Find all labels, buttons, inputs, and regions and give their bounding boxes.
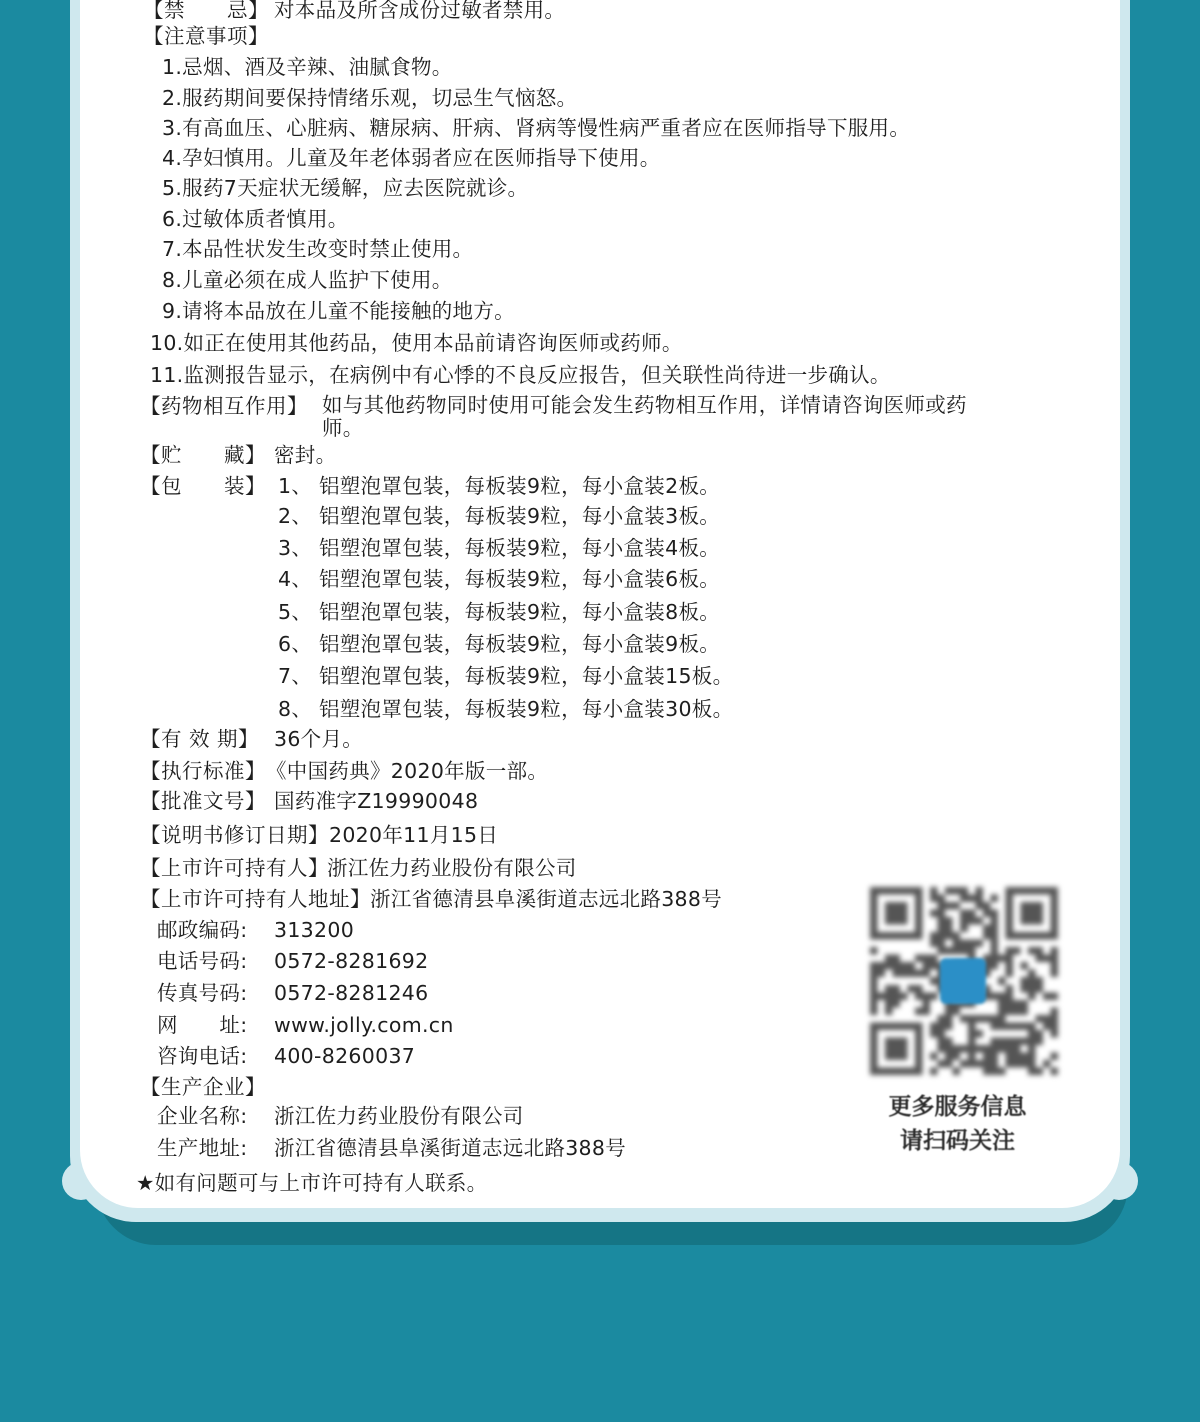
- contact-note: ★如有问题可与上市许可持有人联系。: [136, 1171, 488, 1195]
- contact-value: 0572-8281692: [274, 949, 429, 973]
- approval-text: 国药准字Z19990048: [274, 789, 479, 813]
- packaging-item: 7、 铝塑泡罩包装，每板装9粒，每小盒装15板。: [278, 664, 734, 688]
- packaging-item: 5、 铝塑泡罩包装，每板装9粒，每小盒装8板。: [278, 600, 721, 624]
- precaution-item: 10.如正在使用其他药品，使用本品前请咨询医师或药师。: [150, 331, 683, 355]
- contact-label: 邮政编码:: [157, 918, 248, 942]
- precautions-label: 【注意事项】: [143, 24, 269, 48]
- precaution-item: 6.过敏体质者慎用。: [162, 207, 349, 231]
- qr-caption-line2: 请扫码关注: [900, 1128, 1015, 1154]
- contact-value: 313200: [274, 918, 355, 942]
- standard-label: 【执行标准】: [140, 759, 266, 783]
- precaution-item: 2.服药期间要保持情绪乐观，切忌生气恼怒。: [162, 86, 578, 110]
- precaution-item: 8.儿童必须在成人监护下使用。: [162, 268, 453, 292]
- packaging-item: 6、 铝塑泡罩包装，每板装9粒，每小盒装9板。: [278, 632, 721, 656]
- contact-label: 网 址:: [157, 1013, 248, 1037]
- packaging-item: 3、 铝塑泡罩包装，每板装9粒，每小盒装4板。: [278, 536, 721, 560]
- interactions-text: 如与其他药物同时使用可能会发生药物相互作用，详情请咨询医师或药师。: [322, 393, 967, 440]
- interactions-label: 【药物相互作用】: [140, 394, 308, 418]
- holder-address-text: 浙江省德清县阜溪街道志远北路388号: [370, 887, 723, 911]
- qr-caption-line1: 更多服务信息: [888, 1094, 1027, 1120]
- precaution-item: 7.本品性状发生改变时禁止使用。: [162, 237, 474, 261]
- manufacturer-address: 浙江省德清县阜溪街道志远北路388号: [274, 1136, 627, 1160]
- precaution-item: 1.忌烟、酒及辛辣、油腻食物。: [162, 55, 453, 79]
- manufacturer-label: 【生产企业】: [140, 1075, 266, 1099]
- contraindications-text: 对本品及所含成份过敏者禁用。: [274, 0, 566, 22]
- holder-text: 浙江佐力药业股份有限公司: [327, 856, 577, 880]
- packaging-label: 【包 装】: [140, 474, 266, 498]
- packaging-item: 4、 铝塑泡罩包装，每板装9粒，每小盒装6板。: [278, 567, 721, 591]
- precaution-item: 3.有高血压、心脏病、糖尿病、肝病、肾病等慢性病严重者应在医师指导下服用。: [162, 116, 911, 140]
- validity-text: 36个月。: [274, 727, 364, 751]
- revision-text: 2020年11月15日: [329, 823, 499, 847]
- standard-text: 《中国药典》2020年版一部。: [266, 759, 549, 783]
- packaging-item: 8、 铝塑泡罩包装，每板装9粒，每小盒装30板。: [278, 697, 734, 721]
- website-link[interactable]: www.jolly.com.cn: [274, 1013, 454, 1037]
- contact-label: 咨询电话:: [157, 1044, 248, 1068]
- qr-logo-icon: [940, 958, 986, 1004]
- packaging-item: 2、 铝塑泡罩包装，每板装9粒，每小盒装3板。: [278, 504, 721, 528]
- holder-label: 【上市许可持有人】: [140, 856, 329, 880]
- precaution-item: 9.请将本品放在儿童不能接触的地方。: [162, 299, 515, 323]
- holder-address-label: 【上市许可持有人地址】: [140, 887, 371, 911]
- contraindications-label: 【禁 忌】: [143, 0, 269, 22]
- contact-label: 传真号码:: [157, 981, 248, 1005]
- manufacturer-name: 浙江佐力药业股份有限公司: [274, 1104, 524, 1128]
- precaution-item: 11.监测报告显示，在病例中有心悸的不良反应报告，但关联性尚待进一步确认。: [150, 363, 891, 387]
- revision-label: 【说明书修订日期】: [140, 823, 329, 847]
- precaution-item: 4.孕妇慎用。儿童及年老体弱者应在医师指导下使用。: [162, 146, 661, 170]
- contact-label: 电话号码:: [157, 949, 248, 973]
- contact-value: 0572-8281246: [274, 981, 429, 1005]
- storage-text: 密封。: [274, 443, 337, 467]
- precaution-item: 5.服药7天症状无缓解，应去医院就诊。: [162, 176, 529, 200]
- manufacturer-address-label: 生产地址:: [157, 1136, 248, 1160]
- packaging-item: 1、 铝塑泡罩包装，每板装9粒，每小盒装2板。: [278, 474, 721, 498]
- validity-label: 【有 效 期】: [140, 727, 260, 751]
- approval-label: 【批准文号】: [140, 789, 266, 813]
- storage-label: 【贮 藏】: [140, 443, 266, 467]
- manufacturer-name-label: 企业名称:: [157, 1104, 248, 1128]
- contact-value: 400-8260037: [274, 1044, 416, 1068]
